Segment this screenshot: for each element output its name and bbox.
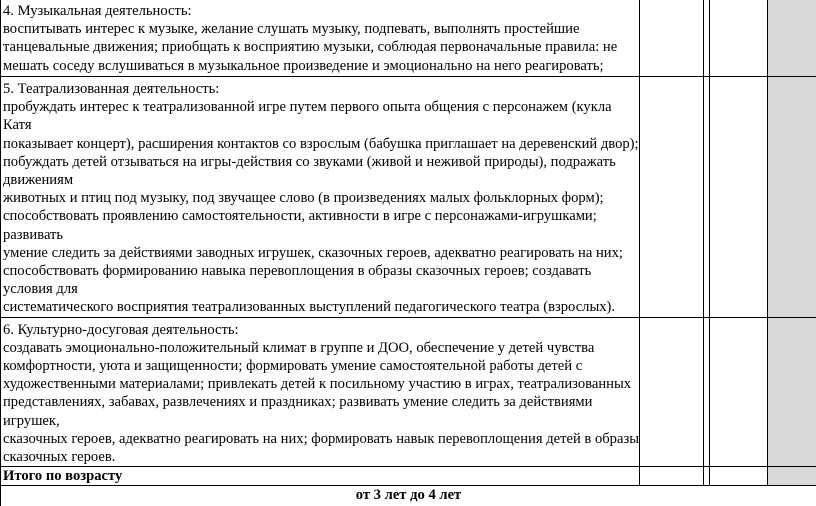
table-row-age-group [1, 486, 816, 506]
activity-description-music: воспитывать интерес к музыке, желание слушать музыку, подпевать, выполнять простейшие танцевальные движения; приобщать к восприятию музыки, соблюдая первоначальные правила: не мешать соседу вслушиваться в музыкальное произведение и эмоционально на него реагировать; [3, 20, 639, 75]
total-label-cell [1, 467, 640, 486]
table-row-theatre [1, 77, 816, 318]
activity-title-leisure: 6. Культурно-досуговая деятельность: [3, 321, 639, 339]
activity-title-theatre: 5. Театрализованная деятельность: [3, 80, 639, 98]
total-score-cell-1[interactable] [640, 467, 704, 486]
score-cell-4[interactable] [768, 0, 816, 77]
score-cell-3[interactable] [710, 317, 768, 467]
activity-cell-music [1, 0, 640, 77]
activity-description-leisure: создавать эмоционально-положительный климат в группе и ДОО, обеспечение у детей чувства комфортности, уюта и защищенности; формировать умение самостоятельной работы детей с художественными материалами; привлекать детей к посильному участию в играх, театрализованных представлениях, забавах, развлечениях и праздниках; развивать умение следить за действиями игрушек, сказочных героев, адекватно реагировать на них; формировать навык перевоплощения детей в образы сказочных героев. [3, 339, 639, 466]
score-cell-1[interactable] [640, 0, 704, 77]
activity-description-theatre: пробуждать интерес к театрализованной игре путем первого опыта общения с персонажем (кукла Катя показывает концерт), расширения контактов со взрослым (бабушка приглашает на деревенский двор); побуждать детей отзываться на игры-действия со звуками (живой и неживой природы), подражать движениям животных и птиц под музыку, под звучащее слово (в произведениях малых фольклорных форм); способствовать проявлению самостоятельности, активности в игре с персонажами-игрушками; развивать умение следить за действиями заводных игрушек, сказочных героев, адекватно реагировать на них; способствовать формированию навыка перевоплощения в образы сказочных героев; создавать условия для систематического восприятия театрализованных выступлений педагогического театра (взрослых). [3, 98, 639, 316]
age-group-header [1, 486, 816, 506]
score-cell-4[interactable] [768, 317, 816, 467]
activity-cell-theatre [1, 77, 640, 318]
age-group-label: от 3 лет до 4 лет [356, 487, 461, 503]
table-row-total [1, 467, 816, 486]
total-score-cell-4[interactable] [768, 467, 816, 486]
table-row-leisure [1, 317, 816, 467]
total-label: Итого по возрасту [3, 468, 122, 484]
score-cell-4[interactable] [768, 77, 816, 318]
activity-title-music: 4. Музыкальная деятельность: [3, 2, 639, 20]
score-cell-3[interactable] [710, 0, 768, 77]
table-row-music [1, 0, 816, 77]
score-cell-1[interactable] [640, 77, 704, 318]
score-cell-3[interactable] [710, 77, 768, 318]
score-cell-1[interactable] [640, 317, 704, 467]
total-score-cell-3[interactable] [710, 467, 768, 486]
activity-cell-leisure [1, 317, 640, 467]
